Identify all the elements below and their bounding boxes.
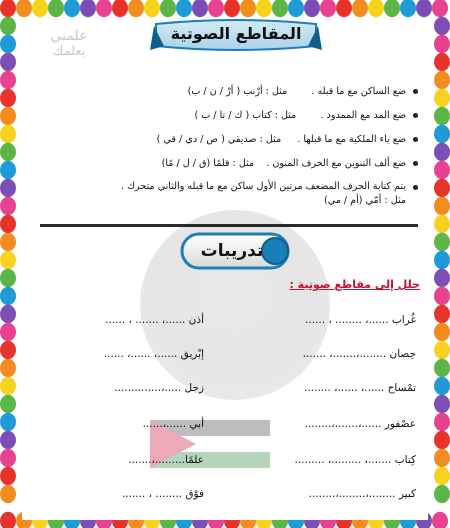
border-dot: [434, 215, 450, 233]
exercise-item: كبير ........،........،........: [308, 488, 416, 500]
rule-item: [40, 176, 420, 214]
border-dot: [0, 215, 16, 233]
logo: [30, 28, 108, 72]
border-dot: [256, 0, 272, 17]
border-dot: [434, 125, 450, 143]
border-dot: [434, 341, 450, 359]
border-dot: [434, 89, 450, 107]
border-dot: [0, 143, 16, 161]
border-dot: [434, 323, 450, 341]
border-dot: [0, 17, 16, 35]
section-divider: [40, 224, 418, 227]
border-dot: [240, 0, 256, 17]
border-dot: [48, 0, 64, 17]
border-dot: [434, 377, 450, 395]
border-dot: [0, 269, 16, 287]
exercise-item: أبي ......،......: [142, 418, 204, 430]
exercise-item: غُراب ......، ........ ، ......: [305, 314, 416, 326]
border-dot: [0, 485, 16, 503]
rule-example: مثل : صديقي ( ص / دي / قي ): [156, 134, 282, 145]
border-dot: [176, 0, 192, 17]
border-dot: [0, 125, 16, 143]
border-dot: [432, 512, 448, 528]
border-dot: [432, 0, 448, 17]
border-dot: [0, 431, 16, 449]
page-title: المقاطع الصوتية: [170, 24, 302, 43]
border-dot: [160, 0, 176, 17]
exercise-item: عصْفور ......،.......،........: [304, 418, 416, 430]
border-dot: [16, 0, 32, 17]
border-dot: [304, 0, 320, 17]
bullet-icon: [413, 89, 418, 94]
rule-item: [40, 128, 420, 152]
rule-text: ضع ياء الملكية مع ما قبلها .: [297, 134, 406, 145]
border-dot: [434, 251, 450, 269]
bullet-icon: [413, 161, 418, 166]
border-dot: [320, 0, 336, 17]
border-dot: [0, 71, 16, 89]
rule-item: [40, 104, 420, 128]
border-dot: [0, 35, 16, 53]
border-dot: [0, 287, 16, 305]
border-dot: [336, 0, 352, 17]
rule-text: ضع ألف التنوين مع الحرف المنون .: [266, 158, 406, 169]
rule-text: ضع المد مع الممدود .: [320, 110, 406, 121]
border-dot: [434, 467, 450, 485]
border-dot: [0, 197, 16, 215]
border-dot: [434, 395, 450, 413]
border-dot: [434, 143, 450, 161]
rule-example: مثل : أمّي (أم / مي): [323, 195, 406, 206]
bullet-icon: [413, 185, 418, 190]
border-dot: [0, 89, 16, 107]
border-dot: [434, 233, 450, 251]
border-dot: [0, 413, 16, 431]
border-dot: [434, 431, 450, 449]
border-dot: [224, 0, 240, 17]
border-dot: [0, 161, 16, 179]
border-dot: [0, 179, 16, 197]
border-dot: [0, 305, 16, 323]
border-dot: [0, 0, 16, 17]
border-dot: [0, 341, 16, 359]
border-dot: [96, 0, 112, 17]
border-dot: [0, 377, 16, 395]
border-dot: [80, 0, 96, 17]
border-dot: [0, 512, 16, 528]
border-dot: [112, 0, 128, 17]
border-dot: [434, 53, 450, 71]
border-dot: [0, 395, 16, 413]
border-dot: [288, 0, 304, 17]
exercise-item: تمْساح ......، ......، ........: [304, 382, 416, 394]
border-dot: [434, 449, 450, 467]
exercise-item: زجل .....،..............: [114, 382, 204, 394]
rule-text: يتم كتابة الحرف المضعف مرتين الأول ساكن مع ما قبله والثاني متحرك .: [121, 181, 406, 192]
border-dot: [434, 197, 450, 215]
border-dot: [434, 35, 450, 53]
border-dot: [434, 179, 450, 197]
border-dot: [434, 17, 450, 35]
border-dot: [0, 323, 16, 341]
bullet-icon: [413, 137, 418, 142]
border-dot: [272, 0, 288, 17]
border-dot: [434, 413, 450, 431]
border-dot: [128, 0, 144, 17]
rule-example: مثل : أرْنب ( أرْ / ن / ب): [187, 86, 288, 97]
rule-item: [40, 152, 420, 176]
border-dot: [0, 53, 16, 71]
border-dot: [0, 359, 16, 377]
exercise-item: إبْريق ......، ......، ......: [103, 348, 204, 360]
rule-text: ضع الساكن مع ما قبله .: [311, 86, 406, 97]
exercise-item: كِتاب .......، .........، .........: [294, 454, 416, 466]
border-dot: [0, 449, 16, 467]
border-dot: [434, 305, 450, 323]
exercise-instruction: حلل إلى مقاطع صوتية :: [289, 278, 420, 291]
rule-example: مثل : كتاب ( ك / تا / ب ): [194, 110, 297, 121]
border-dot: [208, 0, 224, 17]
border-dot: [0, 233, 16, 251]
border-dot: [64, 0, 80, 17]
border-dot: [32, 0, 48, 17]
bullet-icon: [413, 113, 418, 118]
logo-line-2: بعلمك: [52, 44, 86, 59]
border-dot: [368, 0, 384, 17]
border-dot: [434, 161, 450, 179]
border-dot: [0, 107, 16, 125]
border-dot: [400, 0, 416, 17]
exercise-item: فوْق ........ ، .......: [121, 488, 204, 500]
border-dot: [384, 0, 400, 17]
border-dot: [416, 0, 432, 17]
border-dot: [434, 359, 450, 377]
border-dot: [192, 0, 208, 17]
exercise-item: أذن ......، ....... ، ......: [105, 314, 204, 326]
border-dot: [434, 287, 450, 305]
exercise-item: علمًا.........،.......: [128, 454, 204, 466]
border-dot: [434, 269, 450, 287]
rules-list: [40, 80, 420, 214]
border-dot: [352, 0, 368, 17]
rule-item: [40, 80, 420, 104]
logo-line-1: علمني: [50, 28, 88, 44]
exercises-heading: تدريبات: [200, 241, 264, 261]
border-dot: [434, 107, 450, 125]
border-dot: [144, 0, 160, 17]
exercise-item: حِصان ........،.......، .......: [302, 348, 416, 360]
border-dot: [0, 467, 16, 485]
rule-example: مثل : قلمًا (ق / ل / مًا): [161, 158, 255, 169]
border-dot: [434, 485, 450, 503]
border-dot: [0, 251, 16, 269]
border-dot: [434, 71, 450, 89]
